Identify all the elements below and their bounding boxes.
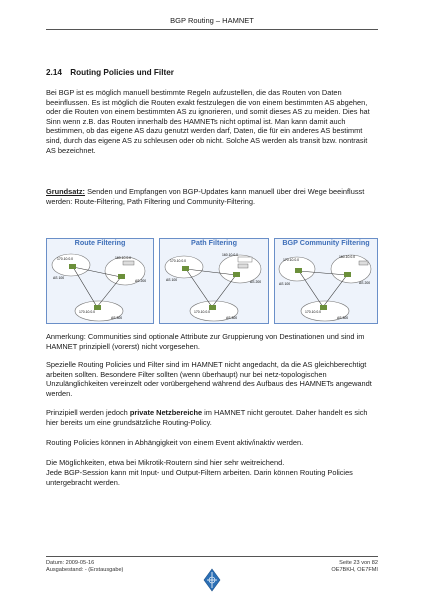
route-label-3: AS 100 bbox=[53, 276, 65, 280]
path-label-5: AS 300 bbox=[226, 316, 238, 320]
private-networks-bold: private Netzbereiche bbox=[129, 408, 203, 417]
route-label-2: 160.10.0.0 bbox=[115, 256, 132, 260]
hamnet-logo-icon bbox=[202, 568, 222, 592]
paragraph-grundsatz bbox=[46, 187, 378, 206]
paragraph-policies: Spezielle Routing Policies und Filter sind im HAMNET nicht angedacht, da die AS gleichberechtigt arbeiten sollten. Besondere Filter sollten (wenn überhaupt) nur bei netz-topologischen Unzulänglichkeiten vereinzelt oder vorübergehend während des Aufbaus des HAMNETs angewandt werden. bbox=[46, 360, 372, 398]
route-filtering-diagram bbox=[47, 249, 155, 325]
paragraph-mikrotik-2: Jede BGP-Session kann mit Input- und Output-Filtern arbeiten. Darin können Routing Policies untergebracht werden. bbox=[46, 468, 353, 487]
community-label-2: 160.10.0.0 bbox=[339, 255, 356, 259]
path-label-6: 170.10.0.0 bbox=[194, 310, 211, 314]
paragraph-intro: Bei BGP ist es möglich manuell bestimmte Regeln aufzustellen, die das Routen von Daten beeinflussen. Es ist möglich die Routen exakt festzulegen die von einem bestimmten AS abgehen, oder die Routen von einem bestimmten AS zu ignorieren, und somit dieses AS zu meiden. Dies hat Sinn wenn z.B. das Routen innerhalb des HAMNETs nicht optimal ist. Man kann damit auch bestimmen, ob das eigene AS dazu genutzt werden darf, Daten, die für ein anderes AS bestimmt sind, durch das eigene AS zu schleusen oder ob nicht. Solche AS werden als transit bzw. nontrasit AS bezeichnet. bbox=[46, 88, 370, 155]
community-label-6: 170.10.0.0 bbox=[305, 310, 322, 314]
community-label-5: AS 300 bbox=[337, 316, 349, 320]
community-label-4: AS 200 bbox=[359, 281, 371, 285]
path-label-3: AS 100 bbox=[166, 278, 178, 282]
footer-date: Datum: 2009-05-16 bbox=[46, 560, 95, 566]
footer-left bbox=[46, 560, 123, 574]
footer-authors: OE7BKH, OE7FMI bbox=[331, 567, 378, 573]
route-label-5: AS 300 bbox=[111, 316, 123, 320]
section-heading bbox=[46, 68, 174, 77]
community-filtering-title: BGP Community Filtering bbox=[282, 238, 370, 247]
section-title: Routing Policies und Filter bbox=[70, 68, 174, 77]
paragraph-mikrotik-1: Die Möglichkeiten, etwa bei Mikrotik-Routern sind hier sehr weitreichend. bbox=[46, 458, 285, 467]
community-label-1: 170.10.0.0 bbox=[283, 258, 300, 262]
page-header: BGP Routing – HAMNET bbox=[170, 16, 254, 25]
paragraph-anmerkung: Anmerkung: Communities sind optionale Attribute zur Gruppierung von Destinationen und sind im HAMNET prinzipiell (vorerst) nicht vorgesehen. bbox=[46, 332, 365, 351]
section-number: 2.14 bbox=[46, 68, 62, 77]
paragraph-events: Routing Policies können in Abhängigkeit von einem Event aktiv/inaktiv werden. bbox=[46, 438, 304, 447]
path-filtering-title: Path Filtering bbox=[191, 238, 237, 247]
paragraph-private-networks bbox=[46, 408, 378, 427]
header-divider bbox=[46, 29, 378, 30]
community-filtering-panel bbox=[274, 238, 378, 324]
route-label-1: 170.10.0.0 bbox=[57, 257, 74, 261]
community-filtering-diagram bbox=[275, 249, 379, 325]
filtering-figure bbox=[46, 238, 378, 324]
path-filtering-panel bbox=[159, 238, 269, 324]
route-filtering-panel bbox=[46, 238, 154, 324]
path-filtering-diagram bbox=[160, 249, 270, 325]
route-filtering-title: Route Filtering bbox=[74, 238, 126, 247]
private-networks-text-a: Prinzipiell werden jedoch bbox=[46, 408, 130, 417]
community-label-3: AS 100 bbox=[279, 282, 291, 286]
grundsatz-text: Senden und Empfangen von BGP-Updates kann manuell über drei Wege beeinflusst werden: Route-Filtering, Path Filtering und Community-Filtering. bbox=[46, 187, 365, 206]
grundsatz-label: Grundsatz: bbox=[46, 187, 86, 196]
footer-divider bbox=[46, 556, 378, 557]
footer-right bbox=[331, 560, 378, 574]
route-label-6: 170.10.0.0 bbox=[79, 310, 96, 314]
private-networks-text-b: im HAMNET nicht geroutet. Daher handelt es sich hier bereits um eine grundsätzliche Routing-Policy. bbox=[46, 408, 368, 427]
path-label-1: 170.10.0.0 bbox=[170, 259, 187, 263]
route-label-4: AS 200 bbox=[135, 279, 147, 283]
footer-edition: Ausgabestand: - (Erstausgabe) bbox=[46, 567, 124, 573]
path-label-2: 160.10.0.0 bbox=[222, 253, 239, 257]
path-label-4: AS 200 bbox=[250, 280, 262, 284]
footer-page: Seite 23 von 82 bbox=[339, 560, 378, 566]
